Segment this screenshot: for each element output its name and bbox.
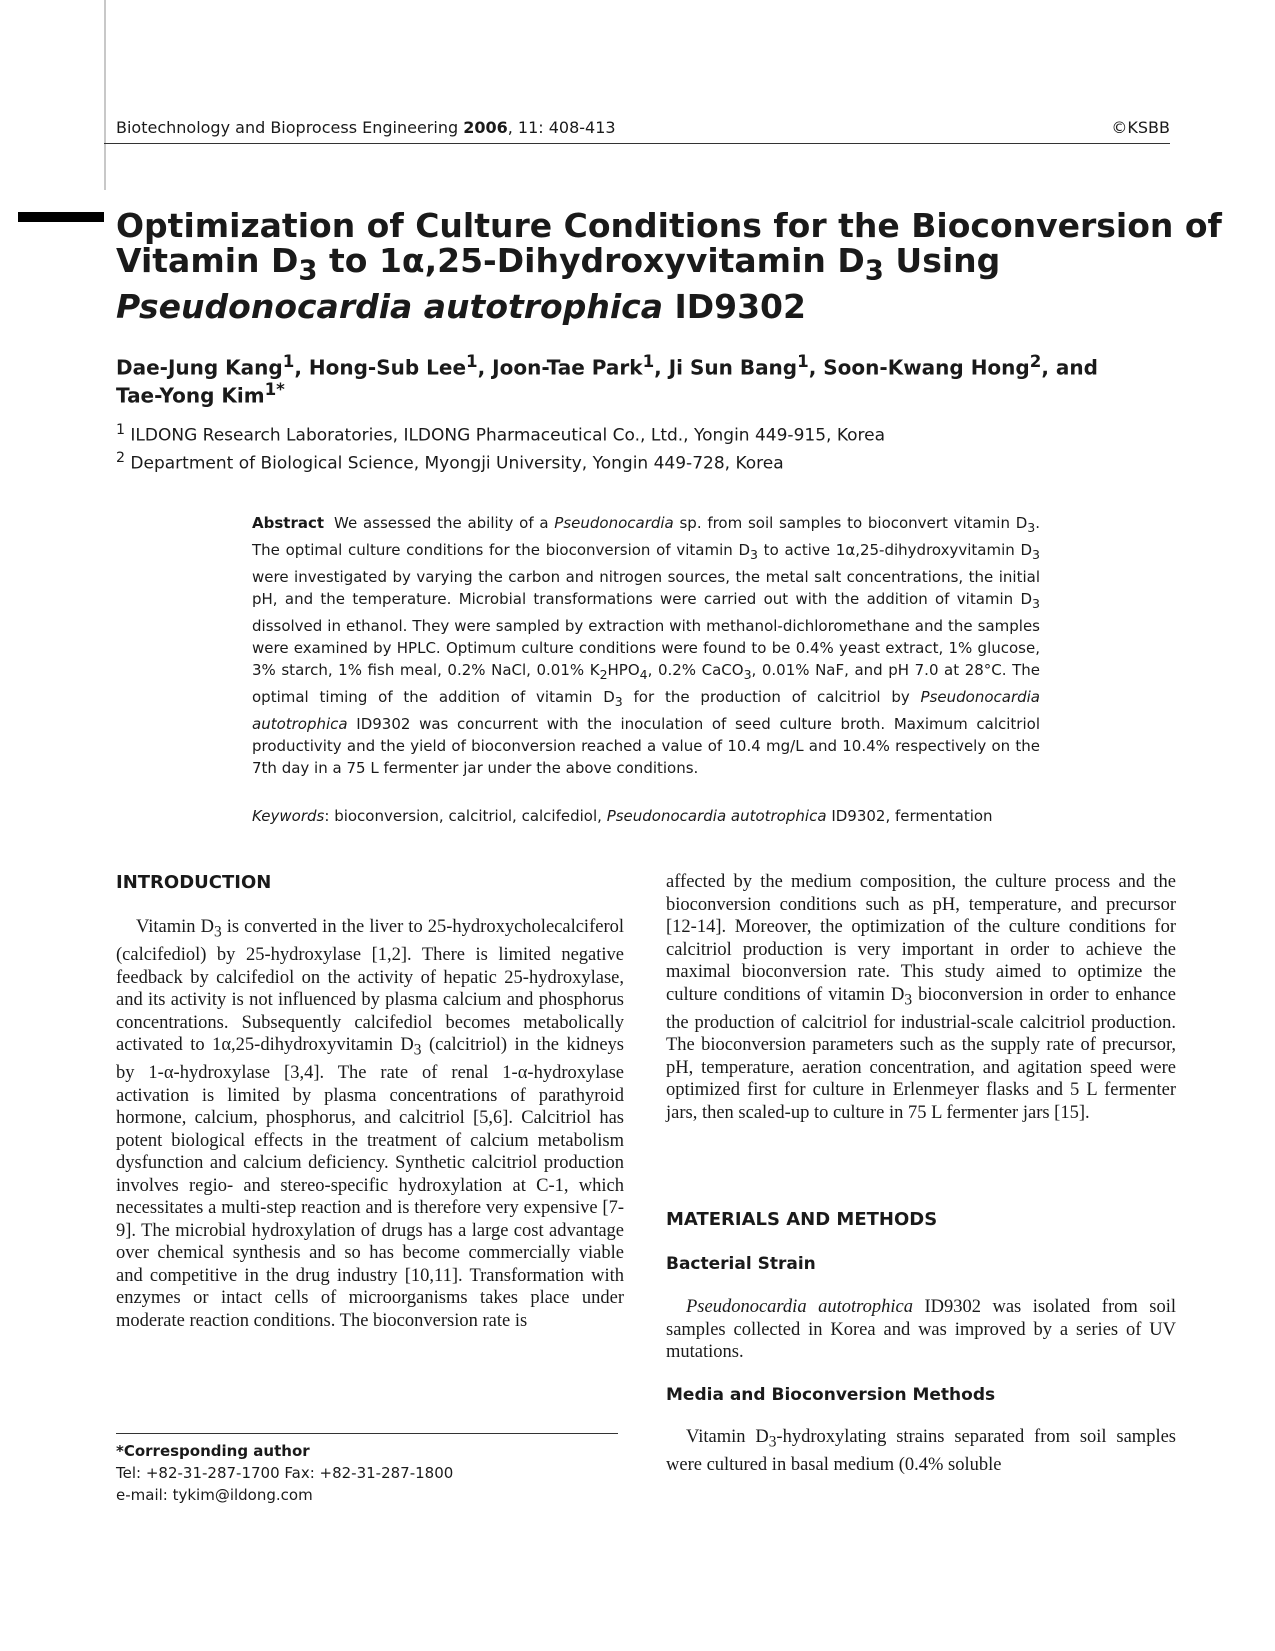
- author: Tae-Yong Kim: [116, 383, 265, 408]
- abstract-text: HPO: [607, 661, 640, 679]
- subscript: 3: [768, 1433, 777, 1451]
- introduction-paragraph: [116, 916, 624, 1332]
- abstract-text: , 0.2% CaCO: [647, 661, 744, 679]
- copyright: ©KSBB: [1111, 118, 1170, 137]
- species-name: Pseudonocardia autotrophica: [116, 286, 663, 326]
- introduction-body: [116, 916, 624, 1332]
- journal-citation: [116, 118, 616, 137]
- affiliation-number: 2: [116, 449, 126, 466]
- abstract-text: , 0.01% NaF, and pH 7.0 at 28°C. The optimal timing of the addition of vitamin D: [252, 661, 1040, 706]
- body-text: bioconversion in order to enhance the production of calcitriol for industrial-scale calcitriol production. The bioconversion parameters such as the supply rate of precursor, pH, temperature, aeration concentration, and agitation speed were optimized first for culture in Erlenmeyer flasks and 5 L fermenter jars, then scaled-up to culture in 75 L fermenter jars [15].: [666, 984, 1176, 1123]
- abstract-text: ID9302 was concurrent with the inoculation of seed culture broth. Maximum calcitriol productivity and the yield of bioconversion reached a value of 10.4 mg/L and 10.4% respectively on the 7th day in a 75 L fermenter jar under the above conditions.: [252, 715, 1040, 777]
- subscript: 3: [298, 254, 318, 287]
- title-line-2: [116, 243, 1176, 289]
- subscript: 3: [904, 991, 913, 1009]
- title-line-3: [116, 286, 1176, 326]
- author-line-2: [116, 379, 1116, 407]
- header-rule: [104, 143, 1170, 144]
- subscript: 4: [639, 667, 648, 682]
- title-line-1: Optimization of Culture Conditions for the Bioconversion of: [116, 206, 1222, 245]
- footnote-label: *Corresponding author: [116, 1442, 310, 1460]
- author: Dae-Jung Kang: [116, 355, 283, 380]
- abstract-text: were investigated by varying the carbon and nitrogen sources, the metal salt concentrations, the initial pH, and the temperature. Microbial transformations were carried out with the addition of vitamin D: [252, 568, 1040, 608]
- keywords: [252, 805, 1040, 827]
- corresponding-author-footnote: [116, 1440, 453, 1506]
- species-name: Pseudonocardia autotrophica: [252, 688, 1040, 733]
- affiliation-2: [116, 447, 885, 475]
- methods-heading: MATERIALS AND METHODS: [666, 1209, 938, 1230]
- body-text: is converted in the liver to 25-hydroxycholecalciferol (calcifediol) by 25-hydroxylase [1,2]. There is limited negative feedback by calcifediol on the activity of hepatic 25-hydroxylase, and its activity is not influenced by plasma calcium and phosphorus concentrations. Subsequently calcifediol becomes metabolically activated to 1α,25-dihydroxyvitamin D: [116, 917, 624, 1056]
- body-text: affected by the medium composition, the culture process and the bioconversion conditions such as pH, temperature, and precursor [12-14]. Moreover, the optimization of the culture conditions for calcitriol production is very important in order to achieve the maximal bioconversion rate. This study aimed to optimize the culture conditions of vitamin D: [666, 872, 1176, 1005]
- subscript: 2: [599, 667, 608, 682]
- continued-paragraph: [666, 871, 1176, 1124]
- subscript: 3: [413, 1041, 422, 1059]
- author: , Joon-Tae Park: [477, 355, 643, 380]
- abstract-text: sp. from soil samples to bioconvert vitamin D: [673, 514, 1028, 532]
- author-affil-mark: 1: [466, 352, 478, 371]
- abstract-text: dissolved in ethanol. They were sampled by extraction with methanol-dichloromethane and the samples were examined by HPLC. Optimum culture conditions were found to be 0.4% yeast extract, 1% glucose, 3% starch, 1% fish meal, 0.2% NaCl, 0.01% K: [252, 617, 1040, 679]
- keyword-text: bioconversion, calcitriol, calcifediol,: [334, 807, 607, 825]
- keywords-colon: :: [324, 807, 335, 825]
- author-affil-mark: 1*: [264, 379, 285, 399]
- bacterial-strain-heading: Bacterial Strain: [666, 1254, 816, 1274]
- abstract-text: to active 1α,25-dihydroxyvitamin D: [757, 541, 1033, 559]
- subscript: 3: [750, 547, 758, 562]
- species-name: Pseudonocardia autotrophica: [606, 807, 827, 825]
- abstract: [252, 512, 1040, 779]
- author-affil-mark: 2: [1029, 352, 1042, 371]
- author: , Soon-Kwang Hong: [808, 355, 1030, 380]
- journal-name: Biotechnology and Bioprocess Engineering: [116, 118, 459, 137]
- article-title: [116, 206, 1222, 326]
- media-methods-body: [666, 1426, 1176, 1477]
- margin-line: [104, 0, 106, 190]
- subscript: 3: [743, 667, 752, 682]
- author-affil-mark: 1: [797, 352, 809, 371]
- body-text: Vitamin D: [136, 917, 214, 937]
- abstract-text: . The optimal culture conditions for the bioconversion of vitamin D: [252, 514, 1040, 559]
- affiliation-1: [116, 419, 885, 447]
- author-list: [116, 351, 1116, 406]
- subscript: 3: [864, 254, 884, 287]
- author-affil-mark: 1: [642, 352, 655, 371]
- bacterial-strain-body: [666, 1296, 1176, 1364]
- title-text: Vitamin D: [116, 241, 299, 280]
- strain-name: ID9302: [662, 286, 806, 326]
- body-text: -hydroxylating strains separated from soil samples were cultured in basal medium (0.4% soluble: [666, 1427, 1176, 1476]
- subscript: 3: [213, 923, 222, 941]
- column-2-continuation: [666, 871, 1176, 1124]
- subscript: 3: [614, 694, 623, 709]
- abstract-text: for the production of calcitriol by: [622, 688, 921, 706]
- affiliations: [116, 419, 885, 474]
- keywords-label: Keywords: [252, 807, 325, 825]
- body-text: ID9302 was isolated from soil samples collected in Korea and was improved by a series of UV mutations.: [666, 1297, 1176, 1362]
- affiliation-text: ILDONG Research Laboratories, ILDONG Pharmaceutical Co., Ltd., Yongin 449-915, Korea: [130, 425, 886, 446]
- subscript: 3: [1032, 596, 1040, 611]
- bacterial-strain-paragraph: [666, 1296, 1176, 1364]
- footnote-email[interactable]: e-mail: tykim@ildong.com: [116, 1486, 313, 1504]
- title-text: to 1α,25-Dihydroxyvitamin D: [317, 241, 865, 280]
- introduction-heading: INTRODUCTION: [116, 872, 272, 893]
- journal-year: 2006: [463, 118, 508, 137]
- subscript: 3: [1032, 547, 1040, 562]
- affiliation-number: 1: [116, 422, 126, 438]
- author: , Ji Sun Bang: [654, 355, 798, 380]
- author: , Hong-Sub Lee: [294, 355, 467, 380]
- subscript: 3: [1027, 520, 1036, 535]
- abstract-label: Abstract: [252, 514, 325, 532]
- media-methods-paragraph: [666, 1426, 1176, 1477]
- abstract-text: We assessed the ability of a: [334, 514, 555, 532]
- footnote-phone-fax: Tel: +82-31-287-1700 Fax: +82-31-287-1800: [116, 1464, 454, 1482]
- author-conjunction: , and: [1041, 355, 1098, 380]
- body-text: Vitamin D: [686, 1427, 769, 1447]
- journal-volume-pages: , 11: 408-413: [507, 118, 616, 137]
- body-text: (calcitriol) in the kidneys by 1-α-hydroxylase [3,4]. The rate of renal 1-α-hydroxylase activation is limited by plasma concentrations of parathyroid hormone, calcium, phosphorus, and calcitriol [5,6]. Calcitriol has potent biological effects in the treatment of calcium metabolism dysfunction and calcium deficiency. Synthetic calcitriol production involves regio- and stereo-specific hydroxylation at C-1, which necessitates a multi-step reaction and is therefore very expensive [7-9]. The microbial hydroxylation of drugs has a large cost advantage over chemical synthesis and so has become commercially viable and competitive in the drug industry [10,11]. Transformation with enzymes or intact cells of microorganisms takes place under moderate reaction conditions. The bioconversion rate is: [116, 1035, 624, 1331]
- title-text: Using: [883, 241, 1001, 280]
- author-line-1: [116, 351, 1116, 379]
- keywords-line: [252, 805, 1040, 827]
- affiliation-text: Department of Biological Science, Myongji University, Yongin 449-728, Korea: [130, 453, 784, 474]
- genus-name: Pseudonocardia: [554, 514, 674, 532]
- title-marker-bar: [18, 212, 104, 222]
- media-methods-heading: Media and Bioconversion Methods: [666, 1385, 996, 1405]
- author-affil-mark: 1: [282, 352, 295, 371]
- species-name: Pseudonocardia autotrophica: [686, 1297, 913, 1317]
- keyword-text: ID9302, fermentation: [826, 807, 993, 825]
- footnote-rule: [116, 1433, 618, 1434]
